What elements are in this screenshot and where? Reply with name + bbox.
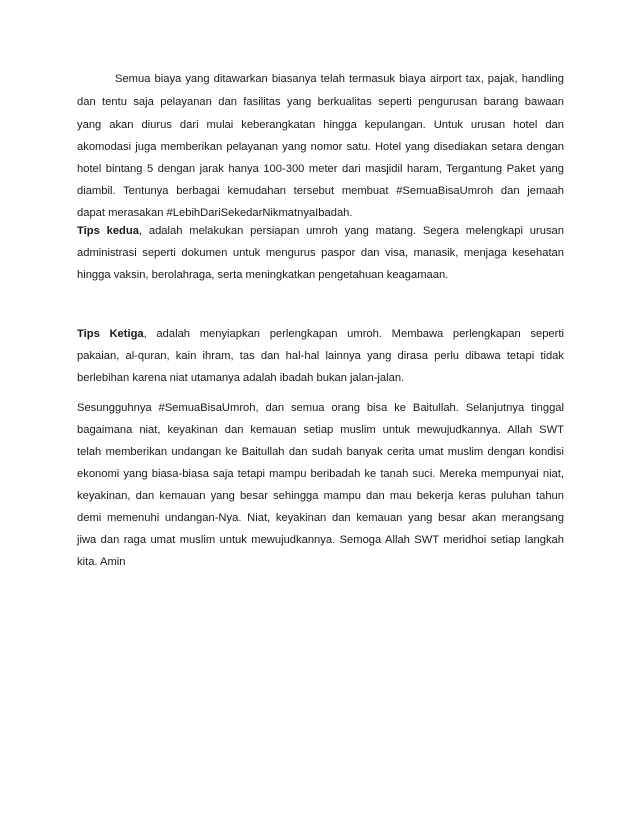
paragraph-4-line-1: Sesungguhnya #SemuaBisaUmroh, dan semua orang bisa ke Baitullah. Selanjutnya tinggal — [77, 402, 564, 414]
paragraph-1-line-7: dapat merasakan #LebihDariSekedarNikmatnyaIbadah. — [77, 207, 353, 219]
paragraph-2-line-1-text: , adalah melakukan persiapan umroh yang matang. Segera melengkapi urusan — [138, 225, 564, 237]
tips-kedua-heading: Tips kedua — [77, 225, 139, 237]
paragraph-3-line-1-text: , adalah menyiapkan perlengkapan umroh. Membawa perlengkapan seperti — [143, 328, 564, 340]
paragraph-2-line-3: hingga vaksin, berolahraga, serta meningkatkan pengetahuan keagamaan. — [77, 269, 449, 281]
tips-ketiga-heading: Tips Ketiga — [77, 328, 144, 340]
paragraph-4-line-8: kita. Amin — [77, 556, 126, 568]
paragraph-4-line-3: telah memberikan undangan ke Baitullah dan sudah banyak cerita umat muslim dengan kondisi — [77, 446, 564, 458]
paragraph-1-line-4: akomodasi juga memberikan pelayanan yang nomor satu. Hotel yang disediakan setara dengan — [77, 141, 564, 153]
paragraph-1-line-3: yang akan diurus dari mulai keberangkatan hingga kepulangan. Untuk urusan hotel dan — [77, 119, 564, 131]
paragraph-4-line-4: ekonomi yang biasa-biasa saja tetapi mampu beribadah ke tanah suci. Mereka mempunyai niat, — [77, 468, 564, 480]
paragraph-1-line-2: dan tentu saja pelayanan dan fasilitas yang berkualitas seperti pengurusan barang bawaan — [77, 96, 564, 108]
paragraph-1-line-1: Semua biaya yang ditawarkan biasanya telah termasuk biaya airport tax, pajak, handling — [115, 73, 564, 85]
paragraph-1-line-5: hotel bintang 5 dengan jarak hanya 100-300 meter dari masjidil haram, Tergantung Paket yang — [77, 163, 564, 175]
paragraph-4-line-6: demi memenuhi undangan-Nya. Niat, keyakinan dan kemauan yang besar akan merangsang — [77, 512, 564, 524]
paragraph-3-line-1 — [77, 328, 564, 340]
paragraph-2-line-2: administrasi seperti dokumen untuk mengurus paspor dan visa, manasik, menjaga kesehatan — [77, 247, 564, 259]
paragraph-3-line-2: pakaian, al-quran, kain ihram, tas dan hal-hal lainnya yang dirasa perlu dibawa tetapi tidak — [77, 350, 564, 362]
paragraph-4-line-7: jiwa dan raga umat muslim untuk mewujudkannya. Semoga Allah SWT meridhoi setiap langkah — [77, 534, 564, 546]
paragraph-4-line-5: keyakinan, dan kemauan yang besar sehingga mampu dan mau bekerja keras puluhan tahun — [77, 490, 564, 502]
paragraph-4-line-2: bagaimana niat, keyakinan dan kemauan setiap muslim untuk mewujudkannya. Allah SWT — [77, 424, 564, 436]
paragraph-1-line-6: diambil. Tentunya berbagai kemudahan tersebut membuat #SemuaBisaUmroh dan jemaah — [77, 185, 564, 197]
paragraph-2-line-1 — [77, 225, 564, 237]
paragraph-3-line-3: berlebihan karena niat utamanya adalah ibadah bukan jalan-jalan. — [77, 372, 405, 384]
